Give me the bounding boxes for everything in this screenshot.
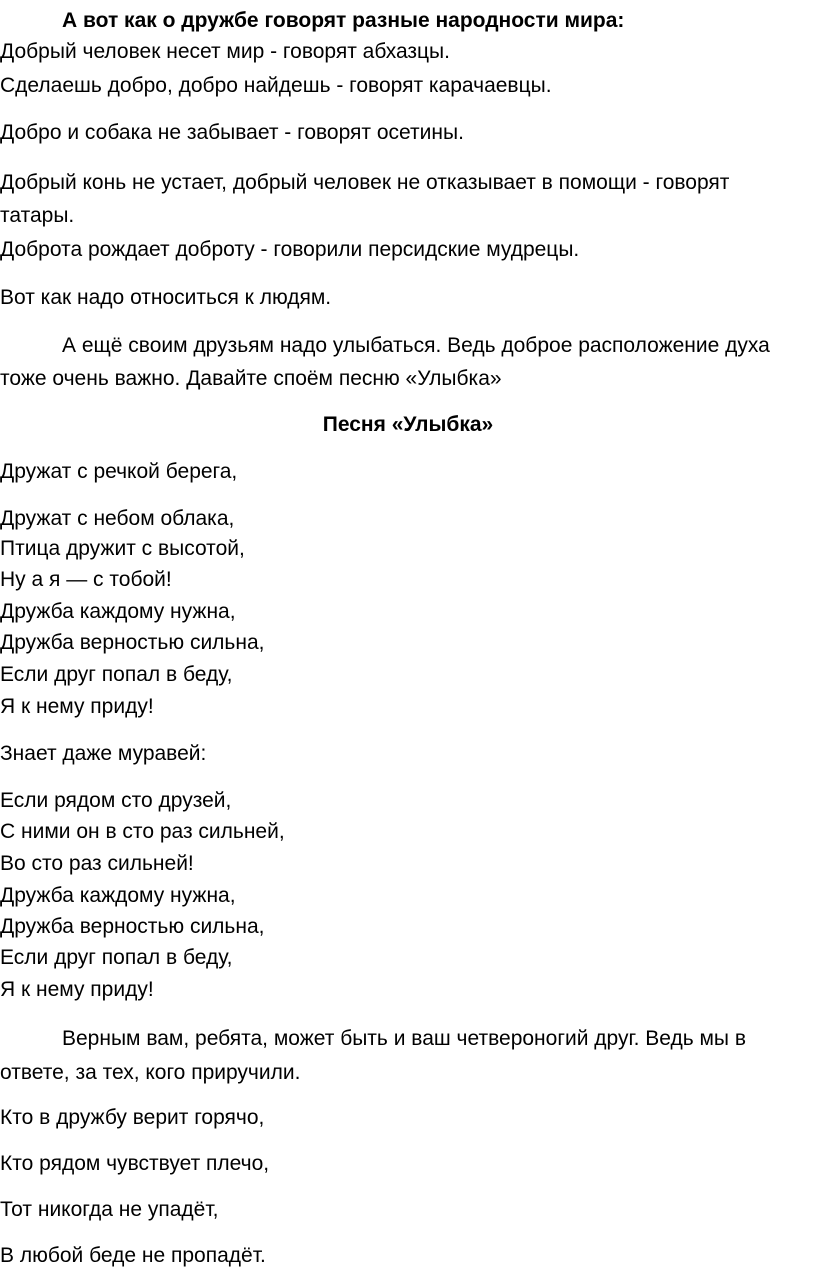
proverb-line: Добро и собака не забывает - говорят осетины. xyxy=(0,121,464,144)
poem-line: Тот никогда не упадёт, xyxy=(0,1198,219,1221)
proverb-line: татары. xyxy=(0,204,75,227)
song-line: Если друг попал в беду, xyxy=(0,946,233,969)
song-line: Дружба верностью сильна, xyxy=(0,915,265,938)
song-line: С ними он в сто раз сильней, xyxy=(0,820,285,843)
paragraph-line: Вот как надо относиться к людям. xyxy=(0,286,332,309)
poem-line: В любой беде не пропадёт. xyxy=(0,1244,266,1267)
song-line: Дружат с небом облака, xyxy=(0,507,235,530)
song-line: Я к нему приду! xyxy=(0,978,154,1001)
proverb-line: Добрый конь не устает, добрый человек не отказывает в помощи - говорят xyxy=(0,171,730,194)
song-line: Ну а я — с тобой! xyxy=(0,568,172,591)
song-line: Знает даже муравей: xyxy=(0,742,207,765)
song-line: Дружба каждому нужна, xyxy=(0,884,236,907)
paragraph-line: ответе, за тех, кого приручили. xyxy=(0,1061,301,1084)
song-line: Во сто раз сильней! xyxy=(0,852,194,875)
song-title: Песня «Улыбка» xyxy=(322,413,494,436)
song-line: Если рядом сто друзей, xyxy=(0,789,232,812)
paragraph-line: тоже очень важно. Давайте споём песню «Улыбка» xyxy=(0,367,502,390)
poem-line: Кто рядом чувствует плечо, xyxy=(0,1152,270,1175)
song-line: Дружба каждому нужна, xyxy=(0,600,236,623)
song-line: Если друг попал в беду, xyxy=(0,663,233,686)
song-line: Дружат с речкой берега, xyxy=(0,460,238,483)
intro-heading: А вот как о дружбе говорят разные народности мира: xyxy=(62,9,625,32)
proverb-line: Добрый человек несет мир - говорят абхазцы. xyxy=(0,40,450,63)
proverb-line: Сделаешь добро, добро найдешь - говорят карачаевцы. xyxy=(0,74,552,97)
song-line: Я к нему приду! xyxy=(0,695,154,718)
paragraph-line: А ещё своим друзьям надо улыбаться. Ведь доброе расположение духа xyxy=(62,334,770,357)
paragraph-line: Верным вам, ребята, может быть и ваш четвероногий друг. Ведь мы в xyxy=(62,1027,747,1050)
song-line: Птица дружит с высотой, xyxy=(0,537,245,560)
song-line: Дружба верностью сильна, xyxy=(0,631,265,654)
proverb-line: Доброта рождает доброту - говорили персидские мудрецы. xyxy=(0,238,580,261)
poem-line: Кто в дружбу верит горячо, xyxy=(0,1106,265,1129)
